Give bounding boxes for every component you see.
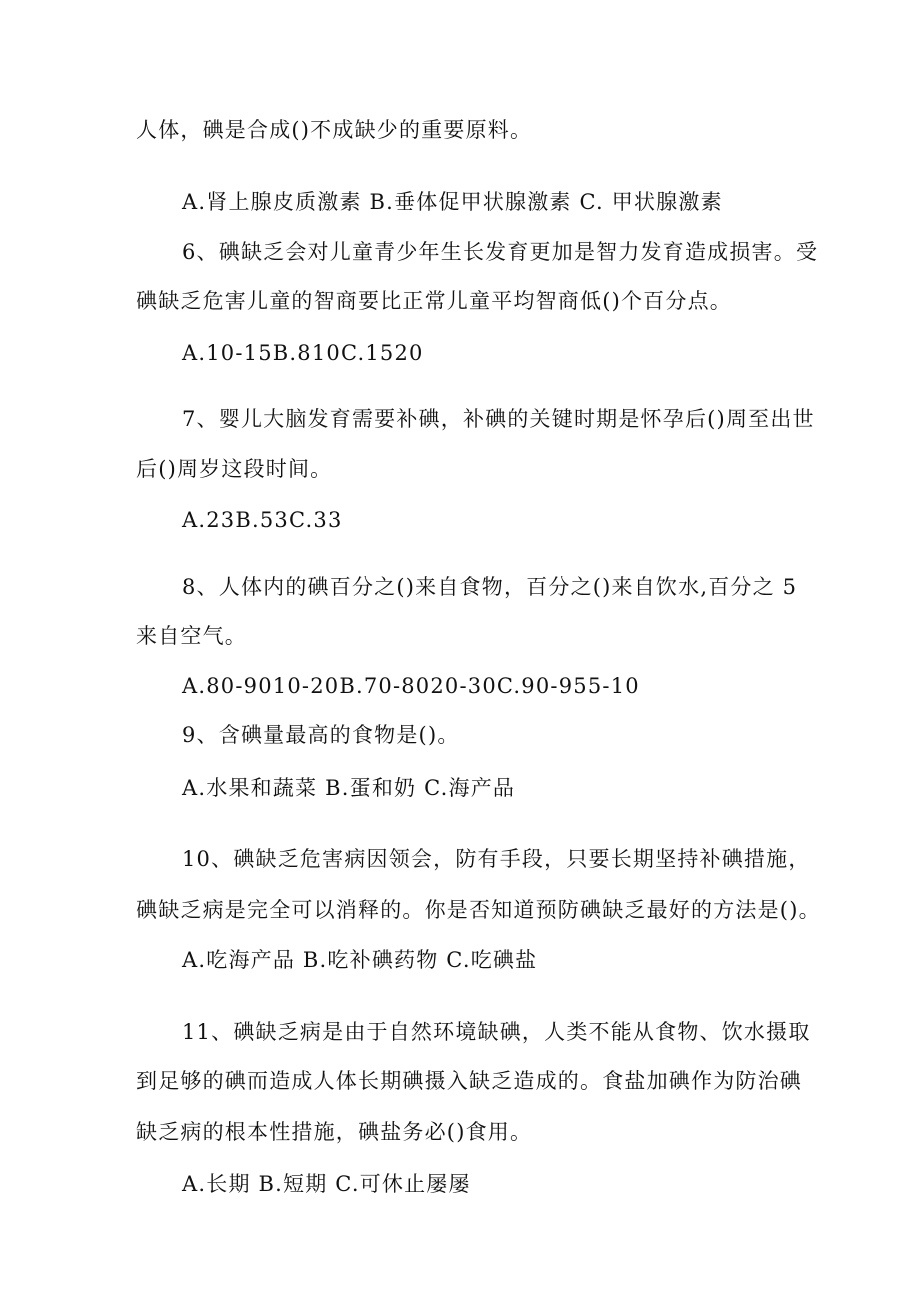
question-11-stem-continued-2: 缺乏病的根本性措施，碘盐务必()食用。 — [136, 1120, 533, 1144]
question-11-options: A.长期 B.短期 C.可休止屡屡 — [182, 1172, 471, 1196]
question-10-stem-continued: 碘缺乏病是完全可以消释的。你是否知道预防碘缺乏最好的方法是()。 — [136, 898, 821, 922]
question-8-stem-continued: 来自空气。 — [136, 624, 247, 648]
question-8-stem: 8、人体内的碘百分之()来自食物，百分之()来自饮水,百分之 5 — [182, 575, 798, 599]
question-10-stem: 10、碘缺乏危害病因领会，防有手段，只要长期坚持补碘措施， — [182, 847, 811, 871]
question-9-options: A.水果和蔬菜 B.蛋和奶 C.海产品 — [182, 776, 516, 800]
question-6-options: A.10-15B.810C.1520 — [182, 341, 424, 365]
question-11-stem: 11、碘缺乏病是由于自然环境缺碘，人类不能从食物、饮水摄取 — [182, 1020, 811, 1044]
question-7-options: A.23B.53C.33 — [182, 508, 343, 532]
question-5-options: A.肾上腺皮质激素 B.垂体促甲状腺激素 C. 甲状腺激素 — [182, 190, 723, 214]
question-9-stem: 9、含碘量最高的食物是()。 — [182, 723, 460, 747]
question-11-stem-continued: 到足够的碘而造成人体长期碘摄入缺乏造成的。食盐加碘作为防治碘 — [136, 1069, 802, 1093]
question-6-stem-continued: 碘缺乏危害儿童的智商要比正常儿童平均智商低()个百分点。 — [136, 289, 732, 313]
question-8-options: A.80-9010-20B.70-8020-30C.90-955-10 — [182, 674, 640, 698]
question-5-stem-continued: 人体，碘是合成()不成缺少的重要原料。 — [136, 118, 533, 142]
question-10-options: A.吃海产品 B.吃补碘药物 C.吃碘盐 — [182, 948, 538, 972]
question-7-stem-continued: 后()周岁这段时间。 — [136, 457, 333, 481]
question-7-stem: 7、婴儿大脑发育需要补碘，补碘的关键时期是怀孕后()周至出世 — [182, 407, 815, 431]
question-6-stem: 6、碘缺乏会对儿童青少年生长发育更加是智力发育造成损害。受 — [182, 240, 819, 264]
